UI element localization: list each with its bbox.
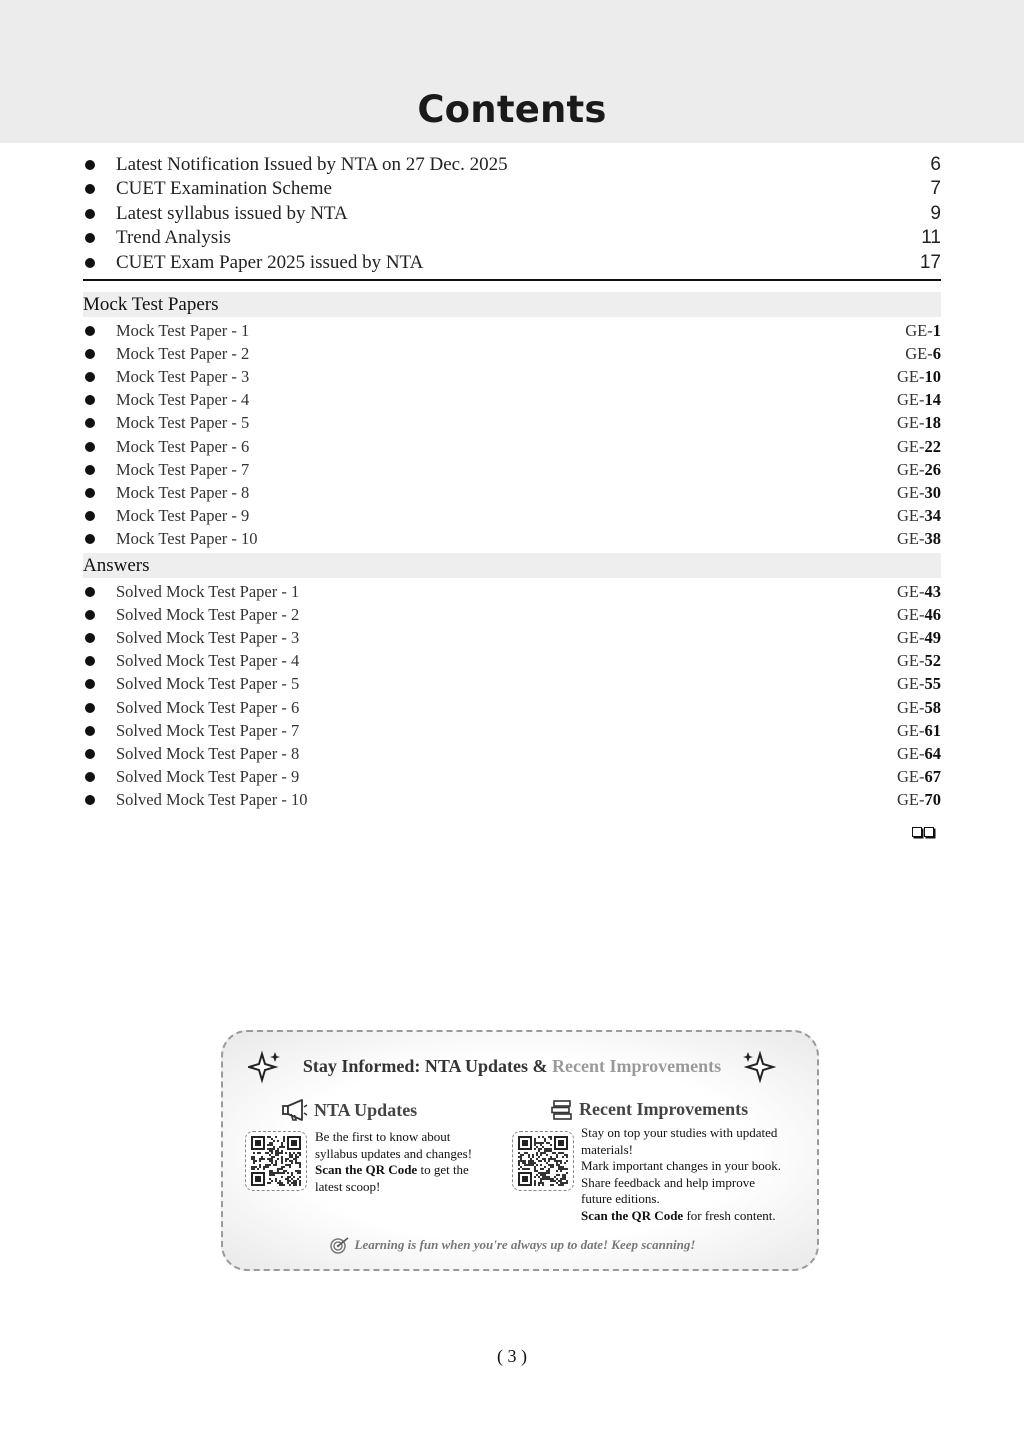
toc-item-page: GE-6 bbox=[905, 344, 941, 363]
toc-item-page: GE-38 bbox=[897, 529, 941, 548]
toc-item-label: Mock Test Paper - 4 bbox=[116, 390, 250, 409]
megaphone-icon bbox=[282, 1099, 308, 1121]
intro-item-page: 6 bbox=[930, 154, 941, 175]
toc-item-label: Solved Mock Test Paper - 1 bbox=[116, 582, 300, 601]
toc-item[interactable] bbox=[83, 506, 941, 526]
toc-item[interactable] bbox=[83, 674, 941, 694]
improvements-qr-code[interactable] bbox=[512, 1131, 574, 1191]
toc-item-label: Mock Test Paper - 1 bbox=[116, 321, 250, 340]
page-number: ( 3 ) bbox=[497, 1346, 527, 1366]
toc-item-page: GE-1 bbox=[905, 321, 941, 340]
toc-item[interactable] bbox=[83, 390, 941, 410]
promo-tagline: Learning is fun when you're always up to date! Keep scanning! bbox=[0, 1236, 1024, 1254]
toc-item[interactable] bbox=[83, 582, 941, 602]
toc-item[interactable] bbox=[83, 628, 941, 648]
bullet-icon bbox=[85, 349, 95, 359]
toc-item-page: GE-64 bbox=[897, 744, 941, 763]
toc-item-page: GE-58 bbox=[897, 698, 941, 717]
toc-item-label: Solved Mock Test Paper - 2 bbox=[116, 605, 300, 624]
bullet-icon bbox=[85, 511, 95, 521]
bullet-icon bbox=[85, 372, 95, 382]
toc-item[interactable] bbox=[83, 721, 941, 741]
toc-item-label: Mock Test Paper - 7 bbox=[116, 460, 250, 479]
nta-qr-code[interactable] bbox=[245, 1131, 307, 1191]
toc-item-label: Solved Mock Test Paper - 8 bbox=[116, 744, 300, 763]
intro-item-label: Latest syllabus issued by NTA bbox=[116, 203, 348, 224]
toc-item-page: GE-49 bbox=[897, 628, 941, 647]
nta-updates-text: Be the first to know about syllabus updates and changes! Scan the QR Code to get the latest scoop! bbox=[315, 1129, 473, 1194]
promo-title: Stay Informed: NTA Updates & Recent Improvements bbox=[302, 1056, 722, 1076]
bullet-icon bbox=[85, 258, 95, 268]
toc-item[interactable] bbox=[83, 767, 941, 787]
toc-item[interactable] bbox=[83, 413, 941, 433]
intro-item bbox=[83, 203, 941, 225]
intro-item-label: CUET Exam Paper 2025 issued by NTA bbox=[116, 252, 424, 273]
intro-item-page: 9 bbox=[930, 203, 941, 224]
toc-item-label: Solved Mock Test Paper - 3 bbox=[116, 628, 300, 647]
toc-item-label: Solved Mock Test Paper - 7 bbox=[116, 721, 300, 740]
bullet-icon bbox=[85, 679, 95, 689]
bullet-icon bbox=[85, 534, 95, 544]
bullet-icon bbox=[85, 772, 95, 782]
toc-item-page: GE-18 bbox=[897, 413, 941, 432]
recent-improvements-heading: Recent Improvements bbox=[551, 1099, 748, 1120]
bullet-icon bbox=[85, 326, 95, 336]
toc-item-label: Solved Mock Test Paper - 5 bbox=[116, 674, 300, 693]
toc-item-label: Mock Test Paper - 2 bbox=[116, 344, 250, 363]
divider-rule bbox=[83, 279, 941, 281]
bullet-icon bbox=[85, 442, 95, 452]
intro-item-label: Trend Analysis bbox=[116, 227, 231, 248]
toc-item[interactable] bbox=[83, 437, 941, 457]
toc-item[interactable] bbox=[83, 790, 941, 810]
bullet-icon bbox=[85, 795, 95, 805]
toc-item-page: GE-43 bbox=[897, 582, 941, 601]
bullet-icon bbox=[85, 233, 95, 243]
intro-item-label: CUET Examination Scheme bbox=[116, 178, 332, 199]
toc-item-page: GE-10 bbox=[897, 367, 941, 386]
toc-item-label: Mock Test Paper - 9 bbox=[116, 506, 250, 525]
intro-item-page: 17 bbox=[919, 252, 941, 273]
toc-item-label: Mock Test Paper - 6 bbox=[116, 437, 250, 456]
toc-item-page: GE-46 bbox=[897, 605, 941, 624]
toc-item-page: GE-61 bbox=[897, 721, 941, 740]
intro-item bbox=[83, 178, 941, 200]
bullet-icon bbox=[85, 656, 95, 666]
toc-item-page: GE-30 bbox=[897, 483, 941, 502]
toc-item-label: Mock Test Paper - 3 bbox=[116, 367, 250, 386]
intro-item-page: 7 bbox=[930, 178, 941, 199]
bullet-icon bbox=[85, 184, 95, 194]
toc-item-label: Solved Mock Test Paper - 9 bbox=[116, 767, 300, 786]
toc-item[interactable] bbox=[83, 321, 941, 341]
page-title: Contents bbox=[417, 88, 607, 131]
toc-item[interactable] bbox=[83, 698, 941, 718]
toc-item-page: GE-52 bbox=[897, 651, 941, 670]
bullet-icon bbox=[85, 726, 95, 736]
toc-item-page: GE-22 bbox=[897, 437, 941, 456]
intro-item-label: Latest Notification Issued by NTA on 27 Dec. 2025 bbox=[116, 154, 508, 175]
bullet-icon bbox=[85, 749, 95, 759]
toc-item-page: GE-55 bbox=[897, 674, 941, 693]
toc-item[interactable] bbox=[83, 605, 941, 625]
toc-item[interactable] bbox=[83, 367, 941, 387]
improvements-text: Stay on top your studies with updated materials! Mark important changes in your book. Share feedback and help improve future editions. Scan the QR Code for fresh content. bbox=[581, 1125, 782, 1223]
bullet-icon bbox=[85, 610, 95, 620]
toc-item-label: Solved Mock Test Paper - 6 bbox=[116, 698, 300, 717]
intro-item-page: 11 bbox=[921, 227, 941, 248]
toc-item-label: Mock Test Paper - 5 bbox=[116, 413, 250, 432]
toc-item[interactable] bbox=[83, 651, 941, 671]
toc-item-page: GE-26 bbox=[897, 460, 941, 479]
toc-item-page: GE-70 bbox=[897, 790, 941, 809]
toc-item-label: Mock Test Paper - 8 bbox=[116, 483, 250, 502]
intro-item bbox=[83, 227, 941, 249]
bullet-icon bbox=[85, 209, 95, 219]
bullet-icon bbox=[85, 160, 95, 170]
toc-item-page: GE-14 bbox=[897, 390, 941, 409]
bullet-icon bbox=[85, 488, 95, 498]
toc-item-label: Solved Mock Test Paper - 4 bbox=[116, 651, 300, 670]
bullet-icon bbox=[85, 465, 95, 475]
toc-item-label: Mock Test Paper - 10 bbox=[116, 529, 258, 548]
toc-item[interactable] bbox=[83, 529, 941, 549]
bullet-icon bbox=[85, 418, 95, 428]
target-icon bbox=[329, 1236, 351, 1254]
toc-item[interactable] bbox=[83, 483, 941, 503]
bullet-icon bbox=[85, 395, 95, 405]
toc-item[interactable] bbox=[83, 344, 941, 364]
end-mark-icon bbox=[912, 827, 934, 837]
toc-item-page: GE-34 bbox=[897, 506, 941, 525]
books-icon bbox=[551, 1100, 573, 1120]
intro-item bbox=[83, 252, 941, 274]
bullet-icon bbox=[85, 633, 95, 643]
toc-item-page: GE-67 bbox=[897, 767, 941, 786]
section-heading: Answers bbox=[83, 553, 941, 578]
nta-updates-heading: NTA Updates bbox=[282, 1099, 417, 1121]
toc-item[interactable] bbox=[83, 744, 941, 764]
intro-item bbox=[83, 154, 941, 176]
bullet-icon bbox=[85, 703, 95, 713]
section-heading: Mock Test Papers bbox=[83, 292, 941, 317]
toc-item-label: Solved Mock Test Paper - 10 bbox=[116, 790, 308, 809]
bullet-icon bbox=[85, 587, 95, 597]
toc-item[interactable] bbox=[83, 460, 941, 480]
